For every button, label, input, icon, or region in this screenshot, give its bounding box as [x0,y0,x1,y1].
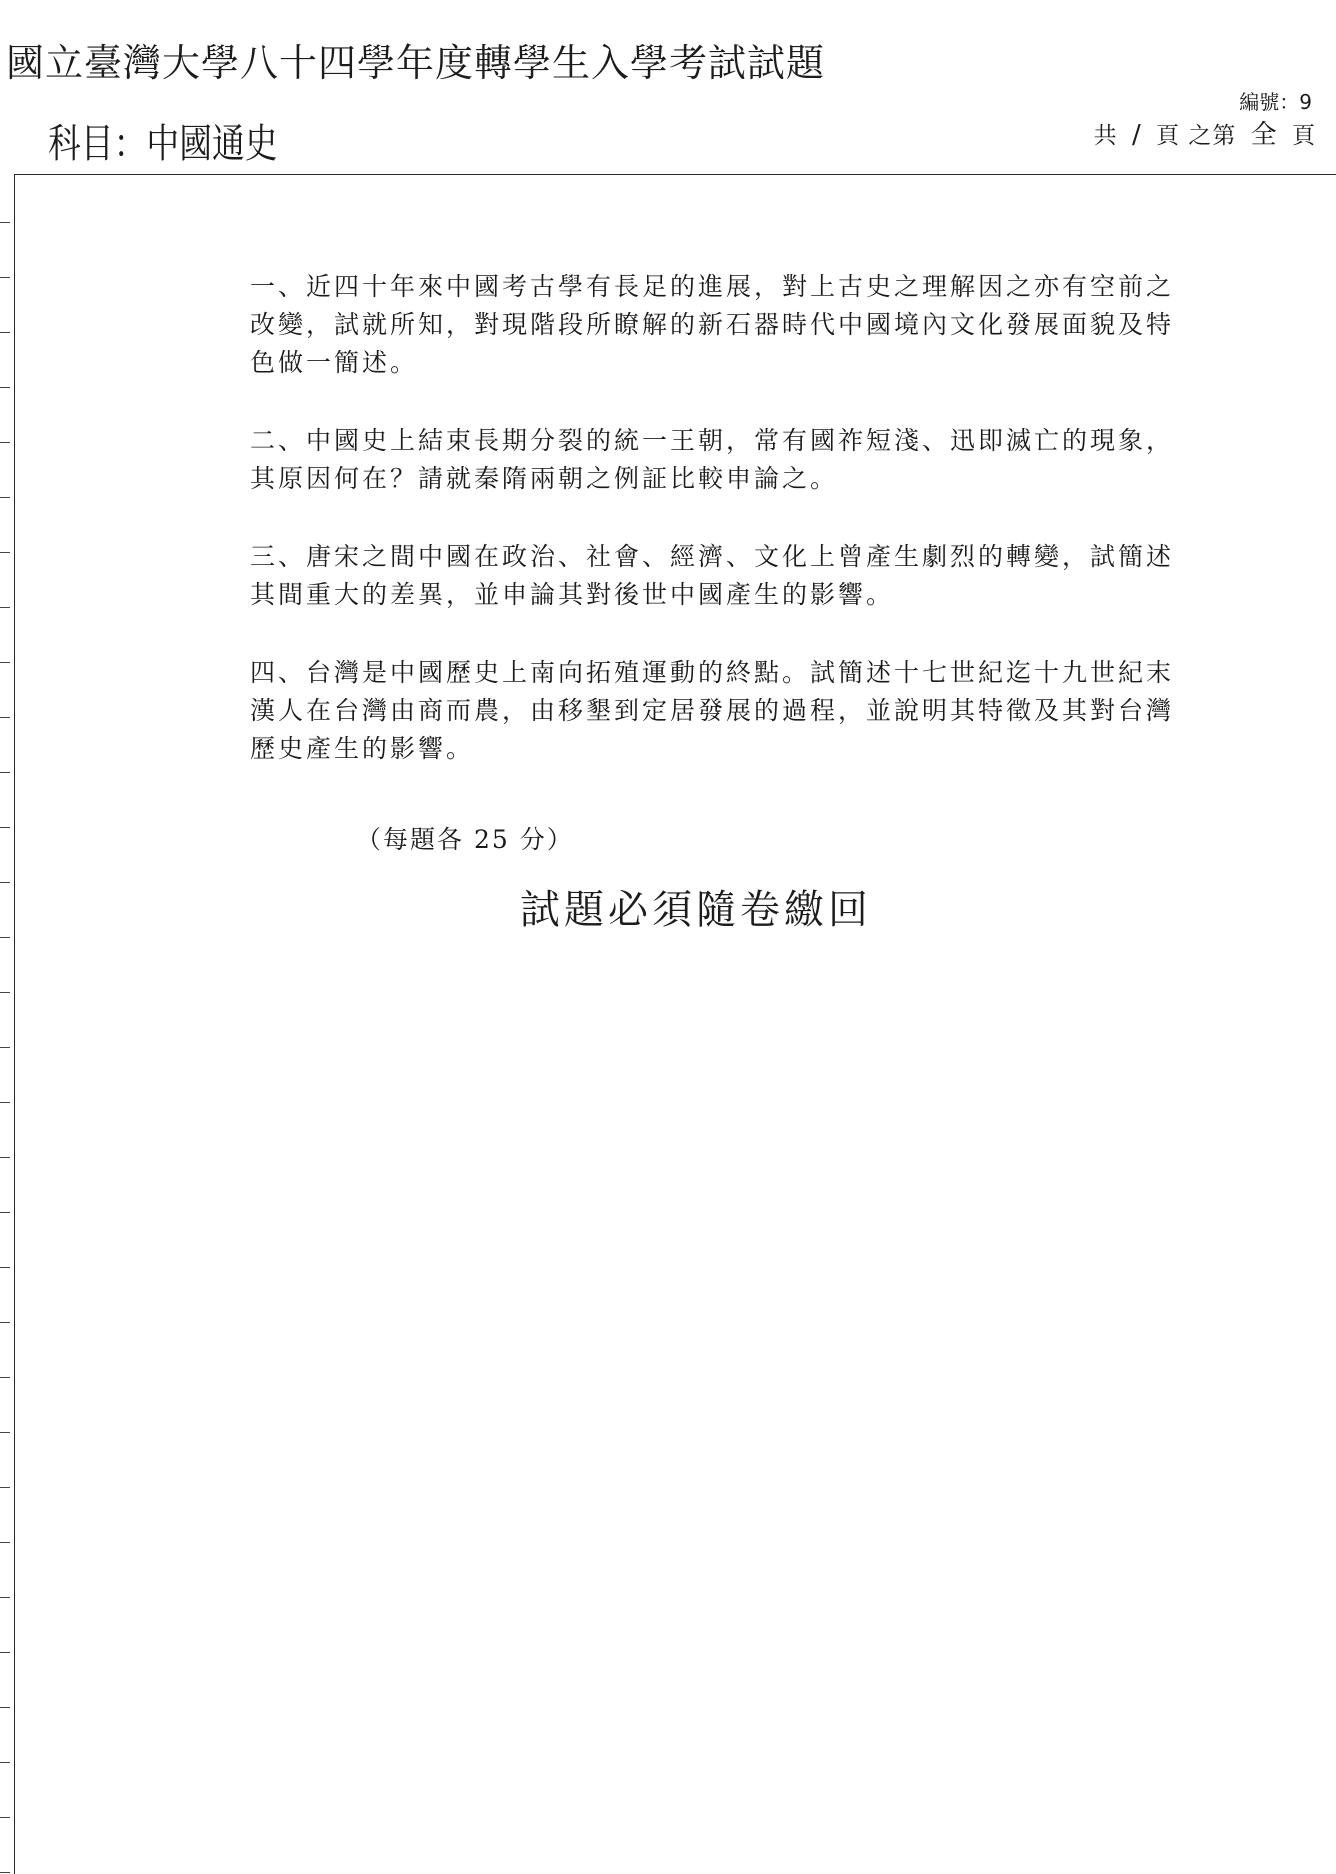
page-current: 全 [1250,120,1278,150]
margin-tick [0,1817,10,1818]
page-suffix: 頁 [1292,123,1316,149]
page-prefix: 共 [1093,123,1118,149]
margin-tick [0,1047,10,1048]
margin-tick [0,387,10,388]
margin-tick [0,1157,10,1158]
question-2: 二、中國史上結束長期分裂的統一王朝，常有國祚短淺、迅即滅亡的現象，其原因何在？請就秦隋兩朝之例証比較申論之。 [250,426,1175,493]
margin-tick [0,937,10,938]
margin-tick [0,772,10,773]
margin-tick [0,827,10,828]
margin-tick [0,1487,10,1488]
margin-tick [0,1377,10,1378]
margin-tick [0,1432,10,1433]
question-3: 三、唐宋之間中國在政治、社會、經濟、文化上曾產生劇烈的轉變，試簡述其間重大的差異，並申論其對後世中國產生的影響。 [250,542,1175,609]
margin-tick [0,332,10,333]
question-list [250,268,1180,808]
margin-tick [0,552,10,553]
margin-tick [0,1322,10,1323]
binding-margin-ticks [0,174,14,1856]
score-note: （每題各 25 分） [356,825,574,854]
margin-tick [0,607,10,608]
margin-tick [0,497,10,498]
return-note: 試題必須隨卷繳回 [520,887,872,933]
margin-tick [0,1542,10,1543]
margin-tick [0,1762,10,1763]
margin-tick [0,1872,10,1873]
question-1: 一、近四十年來中國考古學有長足的進展，對上古史之理解因之亦有空前之改變，試就所知，對現階段所瞭解的新石器時代中國境內文化發展面貌及特色做一簡述。 [250,272,1175,377]
margin-tick [0,1707,10,1708]
page-count [1094,114,1316,151]
subject-label: 科目：中國通史 [48,121,278,167]
margin-tick [0,1597,10,1598]
margin-tick [0,992,10,993]
margin-tick [0,1267,10,1268]
margin-tick [0,1102,10,1103]
page-middle: 頁 之第 [1156,123,1237,149]
margin-tick [0,1652,10,1653]
question-4: 四、台灣是中國歷史上南向拓殖運動的終點。試簡述十七世紀迄十九世紀末漢人在台灣由商而農，由移墾到定居發展的過程，並說明其特徵及其對台灣歷史產生的影響。 [250,658,1175,763]
margin-tick [0,717,10,718]
exam-title: 國立臺灣大學八十四學年度轉學生入學考試試題 [6,41,826,85]
margin-tick [0,662,10,663]
page-total: / [1131,120,1142,150]
margin-tick [0,222,10,223]
margin-tick [0,1212,10,1213]
margin-tick [0,442,10,443]
margin-tick [0,882,10,883]
margin-tick [0,277,10,278]
serial-number: 編號：9 [1239,90,1312,114]
